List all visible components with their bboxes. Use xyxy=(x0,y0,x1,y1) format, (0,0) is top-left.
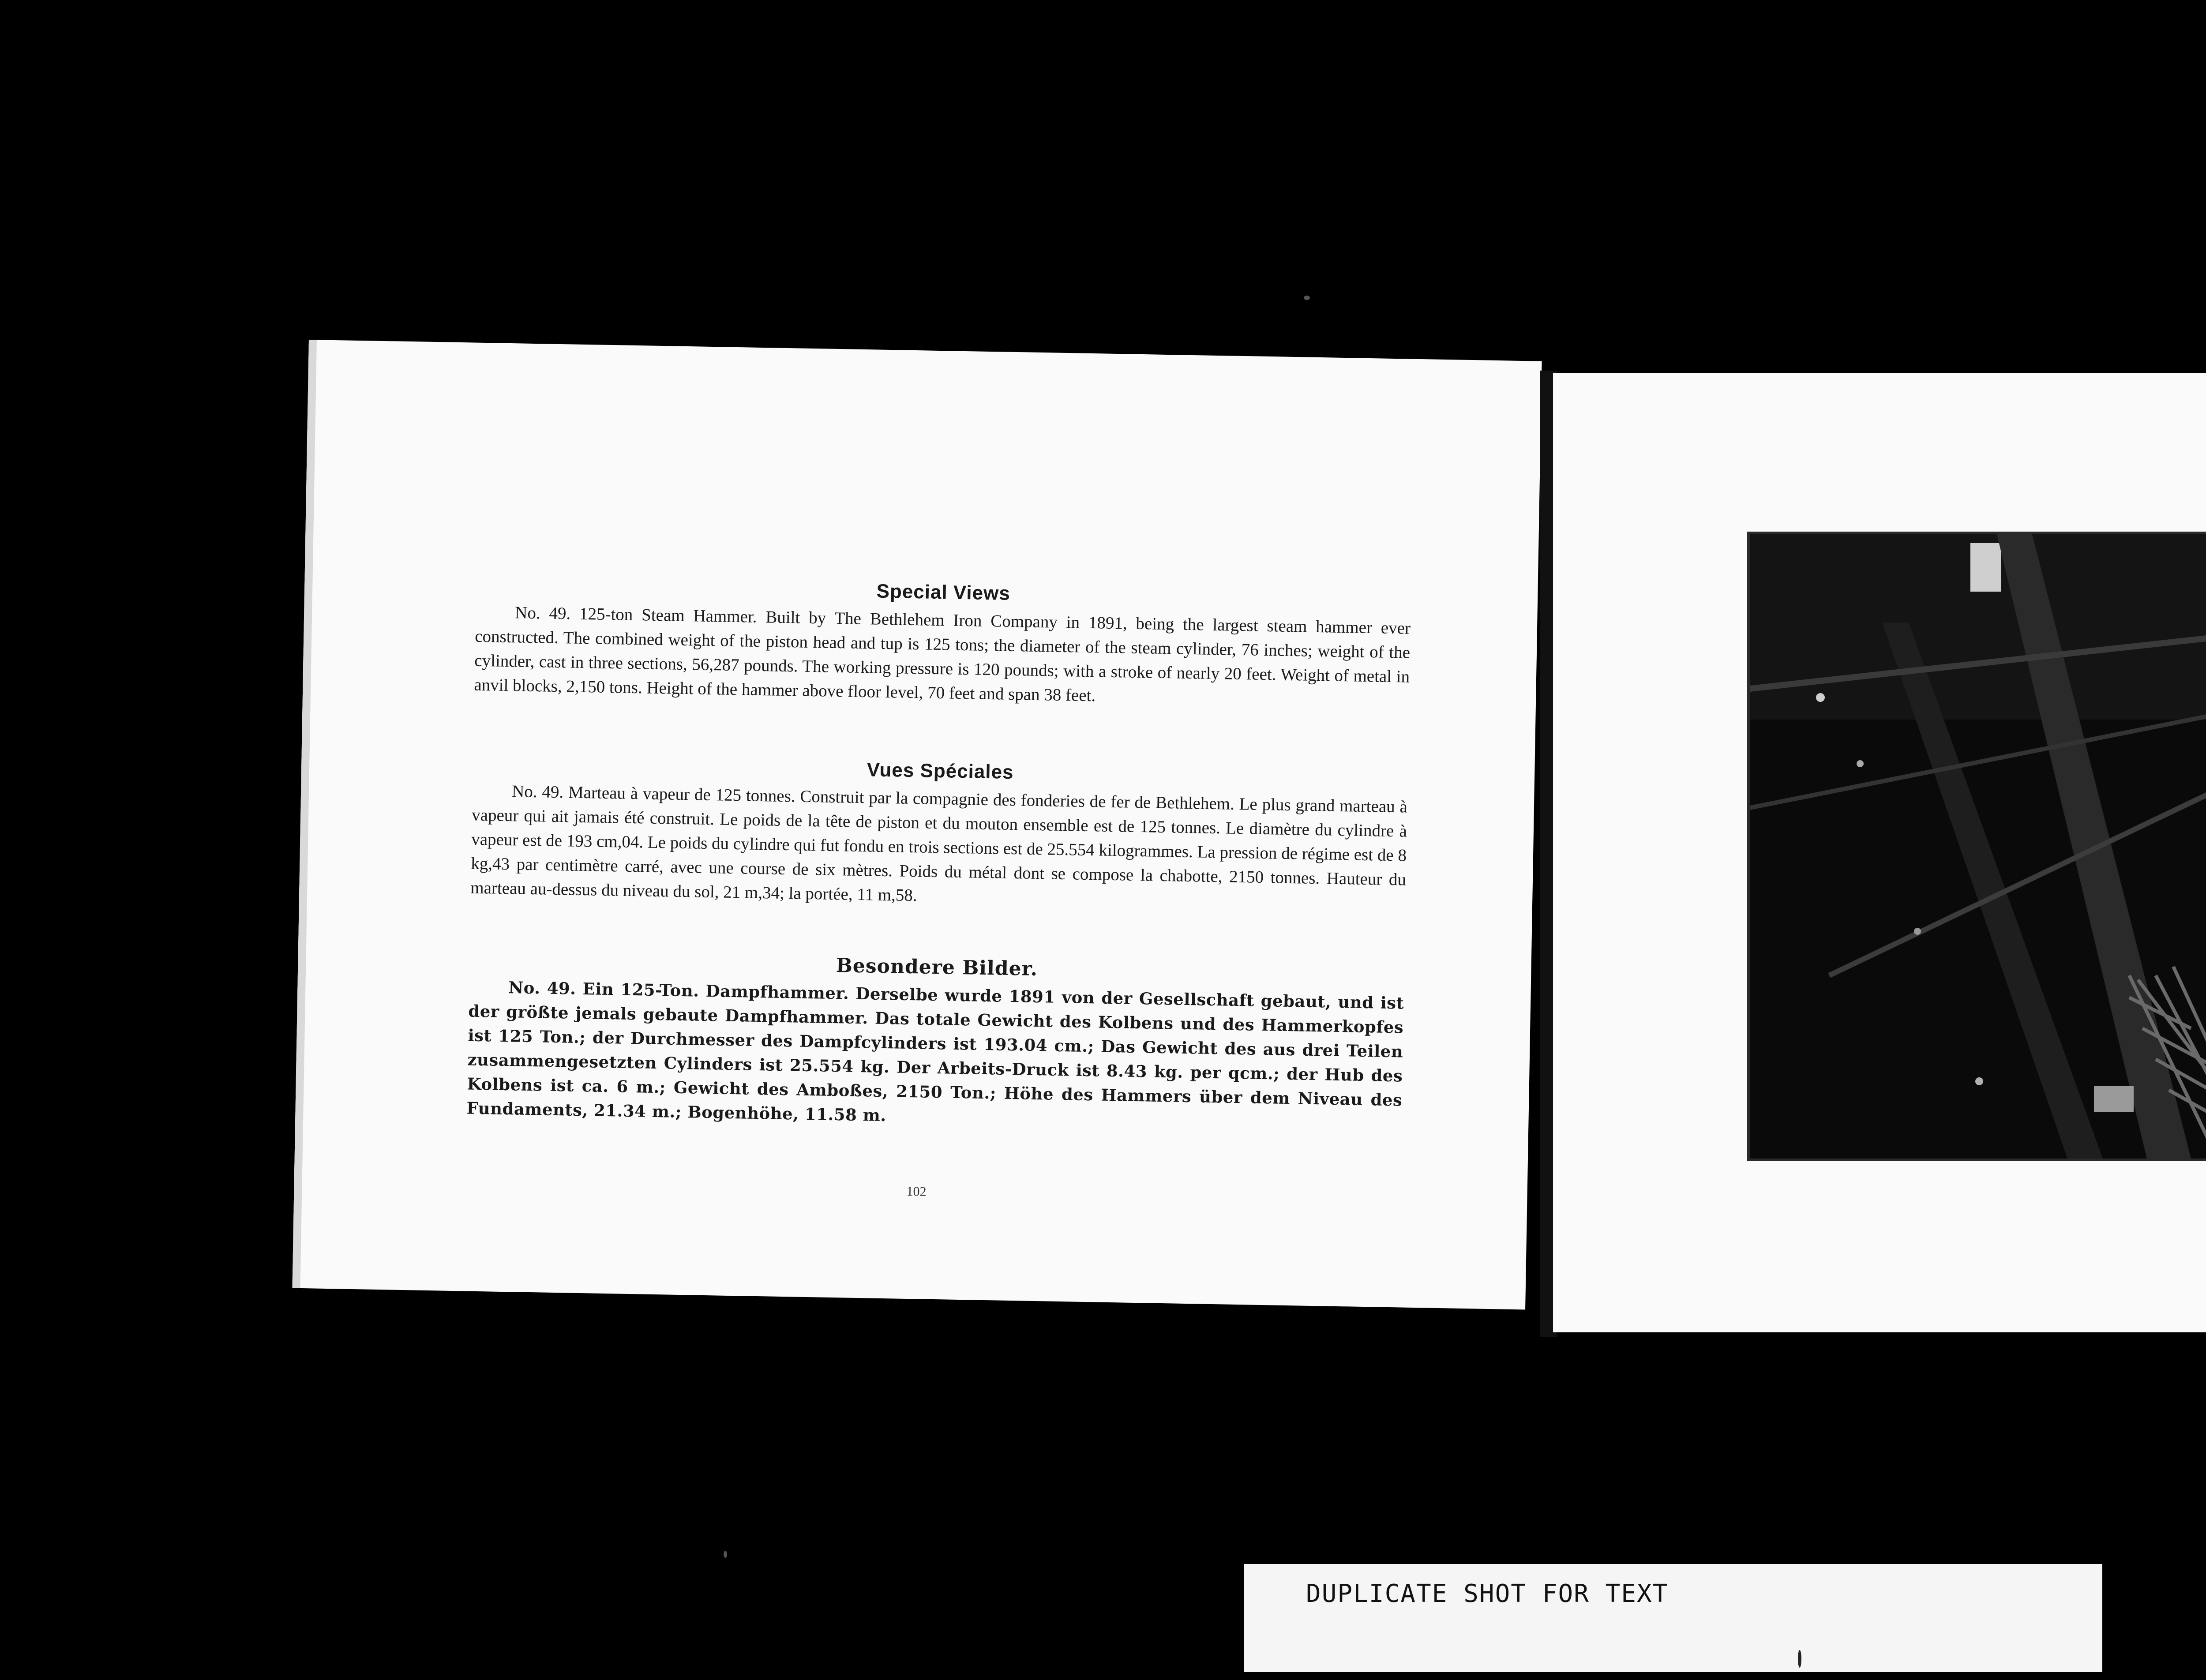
french-section xyxy=(470,751,1408,916)
photograph-image xyxy=(1750,534,2206,1159)
french-heading: Vues Spéciales xyxy=(867,759,1014,784)
right-page xyxy=(1553,373,2206,1332)
german-body: No. 49. Ein 125-Ton. Dampfhammer. Derselbe wurde 1891 von der Gesellschaft gebaut, und ist der größte jemals gebaute Dampfhammer. Das totale Gewicht des Kolbens und des Hammerkopfes ist 125 Ton.; der Durchmesser des Dampfcylinders ist 193.04 cm.; Das Gewicht des aus drei Teilen zusammengesetzten Cylinders ist 25.554 kg. Der Arbeits-Druck ist 8.43 kg. per qcm.; der Hub des Kolbens ist ca. 6 m.; Gewicht des Amboßes, 2150 Ton.; Höhe des Hammers über dem Niveau des Fundaments, 21.34 m.; Bogenhöhe, 11.58 m. xyxy=(466,978,1404,1125)
page-number: 102 xyxy=(906,1184,927,1199)
label-card-text: DUPLICATE SHOT FOR TEXT xyxy=(1306,1579,1669,1608)
label-card xyxy=(1244,1564,2102,1672)
dust-speck xyxy=(1304,296,1310,300)
english-section xyxy=(474,572,1411,713)
steam-hammer-photograph xyxy=(1747,532,2206,1161)
english-body: No. 49. 125-ton Steam Hammer. Built by The Bethlehem Iron Company in 1891, being the largest steam hammer ever constructed. The combined weight of the piston head and tup is 125 tons; the diameter of the steam cylinder, 76 inches; weight of the cylinder, cast in three sections, 56,287 pounds. The working pressure is 120 pounds; with a stroke of nearly 20 feet. Weight of metal in anvil blocks, 2,150 tons. Height of the hammer above floor level, 70 feet and span 38 feet. xyxy=(474,603,1411,705)
german-section xyxy=(466,947,1405,1137)
dust-speck xyxy=(724,1551,727,1558)
german-heading: Besondere Bilder. xyxy=(836,954,1038,981)
english-heading: Special Views xyxy=(876,580,1011,604)
french-body: No. 49. Marteau à vapeur de 125 tonnes. Construit par la compagnie des fonderies de fer de Bethlehem. Le plus grand marteau à vapeur qui ait jamais été construit. Le poids de la tête de piston et du mouton ensemble est de 125 tonnes. Le diamètre du cylindre à vapeur est de 193 cm,04. Le poids du cylindre qui fut fondu en trois sections est de 25.554 kilogrammes. La pression de régime est de 8 kg,43 par centimètre carré, avec une course de six mètres. Poids du métal dont se compose la chabotte, 2150 tonnes. Hauteur du marteau au-dessus du niveau du sol, 21 m,34; la portée, 11 m,58. xyxy=(470,782,1408,905)
dust-speck xyxy=(1798,1650,1801,1668)
left-page xyxy=(292,340,1542,1309)
